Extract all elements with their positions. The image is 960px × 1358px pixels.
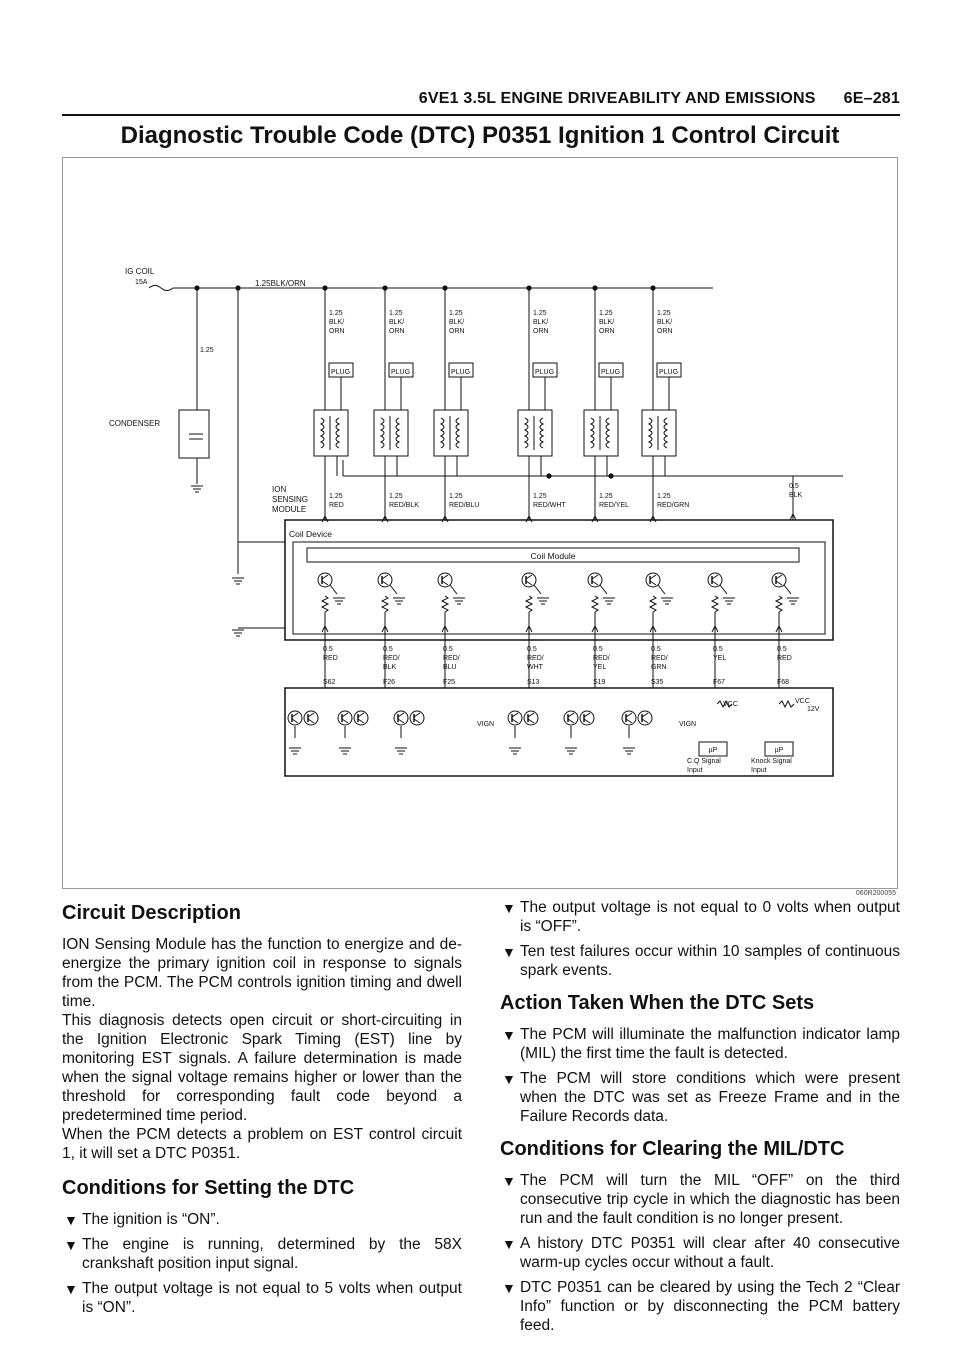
signal-wire-label: 0.5	[443, 646, 453, 653]
pin-label: F67	[713, 679, 726, 686]
conditions-setting-list-continued	[500, 898, 900, 980]
top-wire-label: BLK/	[533, 319, 549, 326]
wire-line	[442, 581, 448, 585]
top-wire-label: 1.25	[533, 310, 547, 317]
transistor-symbol	[772, 573, 786, 587]
conditions-clearing-list	[500, 1171, 900, 1335]
wire-line	[398, 719, 404, 723]
main-wire-label: 1.25BLK/ORN	[255, 279, 306, 288]
coil-wire-label: RED/YEL	[599, 502, 629, 509]
resistor-symbol	[526, 596, 532, 612]
coil-wire-label: RED	[329, 502, 344, 509]
splice-dot	[608, 473, 613, 478]
wire-line	[534, 585, 541, 594]
coil-wire-label: 1.25	[329, 493, 343, 500]
figure-id: 060R200055	[855, 890, 896, 897]
vign-label: VIGN	[679, 721, 697, 728]
vcc-12v-label: 12V	[807, 706, 820, 713]
wire-line	[442, 575, 448, 579]
top-wire-label: ORN	[599, 328, 615, 335]
coil-winding	[441, 418, 444, 448]
coil-wire-label: RED/WHT	[533, 502, 566, 509]
wire-line	[642, 719, 648, 723]
resistor-symbol	[650, 596, 656, 612]
signal-wire-label: 0.5	[593, 646, 603, 653]
list-item-text: The output voltage is not equal to 5 volts when output is “ON”.	[82, 1280, 462, 1316]
transistor-symbol	[438, 573, 452, 587]
list-item	[62, 1279, 462, 1317]
wire-line	[642, 713, 648, 717]
wire-line	[528, 713, 534, 717]
transistor-symbol	[288, 711, 302, 725]
conditions-setting-list	[62, 1210, 462, 1317]
transistor-symbol	[304, 711, 318, 725]
signal-wire-label: 0.5	[323, 646, 333, 653]
transistor-symbol	[564, 711, 578, 725]
wire-line	[526, 575, 532, 579]
triangle-bullet-icon: ▼	[502, 1236, 516, 1252]
wire-line	[342, 719, 348, 723]
fuse-label: 15A	[135, 279, 148, 286]
plug-label: PLUG	[659, 369, 679, 376]
pin-label: F25	[443, 679, 456, 686]
signal-wire-label: RED/	[651, 655, 668, 662]
coil-device-label: Coil Device	[289, 529, 332, 539]
coil-wire-label: RED/BLU	[449, 502, 480, 509]
coil-wire-label: 1.25	[599, 493, 613, 500]
ion-module-label: ION	[272, 485, 287, 494]
coil-module-label: Coil Module	[530, 551, 576, 561]
list-item	[62, 1210, 462, 1229]
ion-module-label: MODULE	[272, 505, 307, 514]
signal-wire-label: 0.5	[777, 646, 787, 653]
wire-line	[308, 713, 314, 717]
header-section: 6VE1 3.5L ENGINE DRIVEABILITY AND EMISSIONS	[418, 90, 816, 107]
vcc-label: VCC	[795, 698, 810, 705]
signal-wire-label: BLU	[443, 664, 457, 671]
list-item	[500, 1234, 900, 1272]
resistor-symbol	[322, 596, 328, 612]
signal-wire-label: YEL	[713, 655, 727, 662]
wire-line	[382, 581, 388, 585]
signal-wire-label: YEL	[593, 664, 607, 671]
cq-signal-label: C.Q Signal	[687, 758, 721, 765]
triangle-bullet-icon: ▼	[502, 900, 516, 916]
signal-wire-label: RED	[323, 655, 338, 662]
list-item-text: The PCM will store conditions which were present when the DTC was set as Freeze Frame and in the Failure Records data.	[520, 1070, 900, 1125]
vcc-label: VCC	[723, 701, 738, 708]
circuit-description-p3: When the PCM detects a problem on EST control circuit 1, it will set a DTC P0351.	[62, 1126, 462, 1162]
wire-line	[528, 719, 534, 723]
coil-wire-label: RED/GRN	[657, 502, 690, 509]
wire-line	[600, 585, 607, 594]
top-wire-label: BLK/	[599, 319, 615, 326]
coil-winding	[321, 418, 324, 448]
coil-wire-label: RED/BLK	[389, 502, 419, 509]
triangle-bullet-icon: ▼	[502, 1071, 516, 1087]
top-wire-label: BLK/	[449, 319, 465, 326]
wire-line	[650, 581, 656, 585]
right-column	[500, 898, 900, 1341]
coil-winding	[525, 418, 528, 448]
ignition-coil	[642, 410, 676, 456]
pin-label: S62	[323, 679, 336, 686]
top-wire-label: BLK/	[657, 319, 673, 326]
wire-line	[712, 575, 718, 579]
wire-line	[342, 713, 348, 717]
triangle-bullet-icon: ▼	[64, 1212, 78, 1228]
top-wire-label: 1.25	[329, 310, 343, 317]
wire-line	[330, 585, 337, 594]
top-wire-label: 1.25	[449, 310, 463, 317]
ignition-coil	[584, 410, 618, 456]
wire-line	[584, 719, 590, 723]
resistor-symbol	[712, 596, 718, 612]
top-wire-label: 1.25	[599, 310, 613, 317]
signal-wire-label: 0.5	[713, 646, 723, 653]
wire-line	[512, 713, 518, 717]
transistor-symbol	[378, 573, 392, 587]
list-item-text: The ignition is “ON”.	[82, 1211, 220, 1228]
transistor-symbol	[410, 711, 424, 725]
list-item-text: The PCM will illuminate the malfunction indicator lamp (MIL) the first time the fault is detected.	[520, 1026, 900, 1062]
signal-wire-label: RED/	[443, 655, 460, 662]
circuit-description-p2: This diagnosis detects open circuit or short-circuiting in the Ignition Electronic Spark Timing (EST) line by monitoring EST signals. A failure determination is made when the signal voltage remains higher or lower than the threshold for corresponding fault code beyond a predetermined time period.	[62, 1012, 462, 1124]
transistor-symbol	[354, 711, 368, 725]
cq-signal-label: Input	[687, 767, 703, 774]
coil-winding	[396, 418, 399, 448]
signal-wire-label: 0.5	[527, 646, 537, 653]
wire-line	[776, 581, 782, 585]
action-taken-list	[500, 1025, 900, 1126]
pin-label: S35	[651, 679, 664, 686]
transistor-symbol	[524, 711, 538, 725]
list-item	[500, 1171, 900, 1228]
ignition-coil	[518, 410, 552, 456]
pin-label: S19	[593, 679, 606, 686]
wire-line	[592, 575, 598, 579]
coil-winding	[381, 418, 384, 448]
pin-label: F68	[777, 679, 790, 686]
coil-wire-label: 1.25	[533, 493, 547, 500]
fuse-symbol	[149, 286, 173, 291]
transistor-symbol	[522, 573, 536, 587]
wire-line	[292, 719, 298, 723]
knock-signal-label: Knock Signal	[751, 758, 792, 765]
list-item-text: Ten test failures occur within 10 samples of continuous spark events.	[520, 943, 900, 979]
wire-line	[292, 713, 298, 717]
coil-device-box	[285, 520, 833, 640]
circuit-description-heading: Circuit Description	[62, 902, 241, 924]
ground-wire-label: BLK	[789, 492, 803, 499]
mu-p-label: µP	[708, 747, 718, 754]
ig-coil-label: IG COIL	[125, 267, 155, 276]
ion-module-label: SENSING	[272, 495, 309, 504]
wire-line	[512, 719, 518, 723]
signal-wire-label: RED/	[593, 655, 610, 662]
wire-line	[592, 581, 598, 585]
top-wire-label: ORN	[533, 328, 549, 335]
signal-wire-label: RED	[777, 655, 792, 662]
triangle-bullet-icon: ▼	[64, 1281, 78, 1297]
list-item-text: The engine is running, determined by the 58X crankshaft position input signal.	[82, 1236, 462, 1272]
top-wire-label: ORN	[449, 328, 465, 335]
wire-line	[784, 585, 791, 594]
resistor-symbol	[382, 596, 388, 612]
top-wire-label: 1.25	[389, 310, 403, 317]
resistor-symbol	[776, 596, 782, 612]
list-item	[500, 898, 900, 936]
wire-line	[720, 585, 727, 594]
coil-winding	[591, 418, 594, 448]
wire-line	[398, 713, 404, 717]
condenser-label: CONDENSER	[109, 419, 161, 428]
knock-signal-label: Input	[751, 767, 767, 774]
signal-wire-label: RED/	[383, 655, 400, 662]
splice-dot	[546, 473, 551, 478]
plug-label: PLUG	[331, 369, 351, 376]
list-item	[500, 1025, 900, 1063]
coil-wire-label: 1.25	[449, 493, 463, 500]
wire-line	[568, 719, 574, 723]
wire-line	[526, 581, 532, 585]
ignition-coil	[434, 410, 468, 456]
header-rule	[62, 114, 900, 116]
wire-line	[658, 585, 665, 594]
top-wire-label: ORN	[389, 328, 405, 335]
resistor-symbol	[779, 701, 794, 707]
list-item	[500, 1069, 900, 1126]
triangle-bullet-icon: ▼	[502, 944, 516, 960]
wire-line	[776, 575, 782, 579]
signal-wire-label: 0.5	[383, 646, 393, 653]
wire-line	[650, 575, 656, 579]
transistor-symbol	[588, 573, 602, 587]
coil-winding	[606, 418, 609, 448]
coil-wire-label: 1.25	[657, 493, 671, 500]
wire-line	[414, 719, 420, 723]
conditions-clearing-heading: Conditions for Clearing the MIL/DTC	[500, 1138, 845, 1160]
wire-line	[382, 575, 388, 579]
resistor-symbol	[442, 596, 448, 612]
wire-line	[626, 713, 632, 717]
triangle-bullet-icon: ▼	[502, 1280, 516, 1296]
coil-winding	[649, 418, 652, 448]
resistor-symbol	[592, 596, 598, 612]
list-item	[62, 1235, 462, 1273]
wire-line	[584, 713, 590, 717]
coil-winding	[540, 418, 543, 448]
ignition-coil	[374, 410, 408, 456]
conditions-setting-heading: Conditions for Setting the DTC	[62, 1177, 355, 1199]
transistor-symbol	[638, 711, 652, 725]
wire-line	[712, 581, 718, 585]
wire-line	[450, 585, 457, 594]
signal-wire-label: GRN	[651, 664, 667, 671]
plug-label: PLUG	[535, 369, 555, 376]
list-item	[500, 942, 900, 980]
coil-wire-label: 1.25	[389, 493, 403, 500]
header-text	[391, 90, 900, 108]
plug-label: PLUG	[601, 369, 621, 376]
transistor-symbol	[708, 573, 722, 587]
condenser-wire-label: 1.25	[200, 347, 214, 354]
wire-line	[414, 713, 420, 717]
transistor-symbol	[394, 711, 408, 725]
header-page-number: 6E–281	[843, 90, 900, 107]
circuit-description-p1: ION Sensing Module has the function to energize and de-energize the primary ignition coil in response to signals from the PCM. The PCM controls ignition timing and dwell time.	[62, 936, 462, 1010]
list-item-text: The PCM will turn the MIL “OFF” on the third consecutive trip cycle in which the diagnostic has been run and the fault condition is no longer present.	[520, 1172, 900, 1227]
triangle-bullet-icon: ▼	[502, 1173, 516, 1189]
plug-label: PLUG	[451, 369, 471, 376]
transistor-symbol	[338, 711, 352, 725]
list-item-text: The output voltage is not equal to 0 volts when output is “OFF”.	[520, 899, 900, 935]
signal-wire-label: BLK	[383, 664, 397, 671]
page-title: Diagnostic Trouble Code (DTC) P0351 Ignition 1 Control Circuit	[120, 122, 840, 149]
wire-line	[308, 719, 314, 723]
signal-wire-label: 0.5	[651, 646, 661, 653]
wire-line	[626, 719, 632, 723]
pin-label: S13	[527, 679, 540, 686]
wiring-diagram	[62, 157, 898, 889]
action-taken-heading: Action Taken When the DTC Sets	[500, 992, 815, 1014]
wire-line	[322, 581, 328, 585]
transistor-symbol	[508, 711, 522, 725]
top-wire-label: BLK/	[329, 319, 345, 326]
vign-label: VIGN	[477, 721, 495, 728]
mu-p-label: µP	[774, 747, 784, 754]
coil-winding	[456, 418, 459, 448]
top-wire-label: BLK/	[389, 319, 405, 326]
plug-label: PLUG	[391, 369, 411, 376]
transistor-symbol	[580, 711, 594, 725]
page-header	[0, 86, 900, 116]
ground-wire-label: 0.5	[789, 483, 799, 490]
pin-label: F26	[383, 679, 396, 686]
left-column	[62, 898, 462, 1323]
transistor-symbol	[646, 573, 660, 587]
wire-line	[390, 585, 397, 594]
coil-winding	[336, 418, 339, 448]
list-item-text: A history DTC P0351 will clear after 40 consecutive warm-up cycles occur without a fault.	[520, 1235, 900, 1271]
list-item-text: DTC P0351 can be cleared by using the Tech 2 “Clear Info” function or by disconnecting the PCM battery feed.	[520, 1279, 900, 1334]
top-wire-label: ORN	[329, 328, 345, 335]
top-wire-label: ORN	[657, 328, 673, 335]
wire-line	[358, 713, 364, 717]
signal-wire-label: RED/	[527, 655, 544, 662]
list-item	[500, 1278, 900, 1335]
top-wire-label: 1.25	[657, 310, 671, 317]
ignition-coil	[314, 410, 348, 456]
wiring-diagram-svg	[63, 158, 897, 888]
transistor-symbol	[622, 711, 636, 725]
wire-line	[358, 719, 364, 723]
triangle-bullet-icon: ▼	[502, 1027, 516, 1043]
signal-wire-label: WHT	[527, 664, 543, 671]
triangle-bullet-icon: ▼	[64, 1237, 78, 1253]
wire-line	[322, 575, 328, 579]
coil-winding	[664, 418, 667, 448]
transistor-symbol	[318, 573, 332, 587]
wire-line	[568, 713, 574, 717]
